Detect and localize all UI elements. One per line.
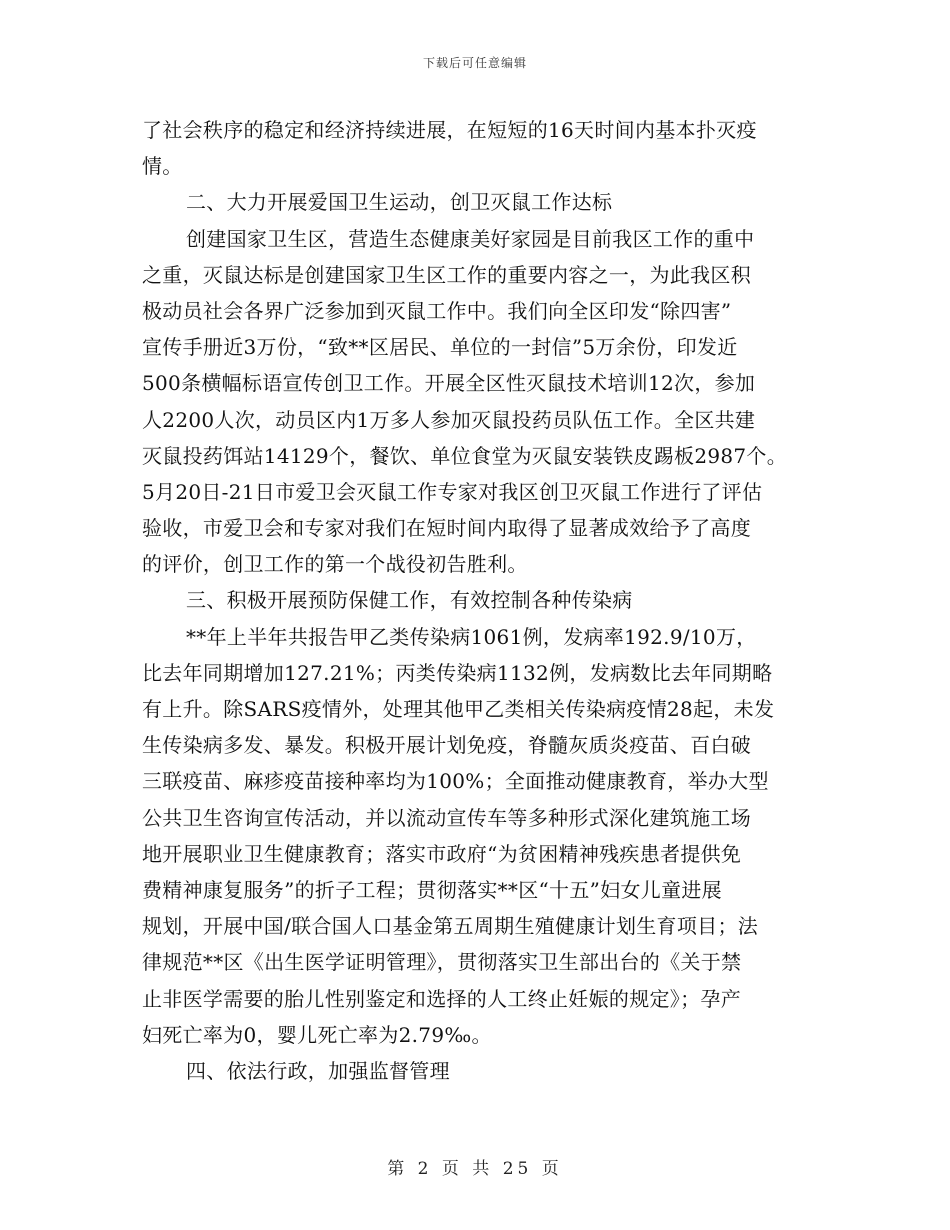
body-line: 情。 bbox=[142, 154, 183, 179]
body-line: 500条横幅标语宣传创卫工作。开展全区性灭鼠技术培训12次，参加 bbox=[142, 371, 756, 396]
body-line: 三联疫苗、麻疹疫苗接种率均为100%；全面推动健康教育，举办大型 bbox=[142, 769, 769, 794]
section-heading: 二、大力开展爱国卫生运动，创卫灭鼠工作达标 bbox=[186, 190, 613, 215]
body-line: 规划，开展中国/联合国人口基金第五周期生殖健康计划生育项目；法 bbox=[142, 914, 759, 939]
body-line: 止非医学需要的胎儿性别鉴定和选择的人工终止妊娠的规定》；孕产 bbox=[142, 986, 741, 1011]
body-line: 比去年同期增加127.21%；丙类传染病1132例，发病数比去年同期略 bbox=[142, 660, 773, 685]
page-header: 下载后可任意编辑 bbox=[422, 56, 527, 70]
body-line: 人2200人次，动员区内1万多人参加灭鼠投药员队伍工作。全区共建 bbox=[142, 407, 756, 432]
body-line: 验收，市爱卫会和专家对我们在短时间内取得了显著成效给予了高度 bbox=[142, 516, 751, 541]
body-line: 宣传手册近3万份，“致**区居民、单位的一封信”5万余份，印发近 bbox=[142, 335, 738, 360]
body-line: 有上升。除SARS疫情外，处理其他甲乙类相关传染病疫情28起，未发 bbox=[142, 697, 775, 721]
body-line: 之重，灭鼠达标是创建国家卫生区工作的重要内容之一，为此我区积 bbox=[142, 262, 751, 287]
body-line: 的评价，创卫工作的第一个战役初告胜利。 bbox=[142, 552, 528, 577]
body-line: 妇死亡率为0，婴儿死亡率为2.79‰。 bbox=[142, 1022, 492, 1047]
body-line: 灭鼠投药饵站14129个，餐饮、单位食堂为灭鼠安装铁皮踢板2987个。 bbox=[142, 443, 788, 468]
body-line: 费精神康复服务”的折子工程；贯彻落实**区“十五”妇女儿童进展 bbox=[142, 877, 722, 902]
section-heading: 四、依法行政，加强监督管理 bbox=[186, 1058, 450, 1083]
body-line: 了社会秩序的稳定和经济持续进展，在短短的16天时间内基本扑灭疫 bbox=[142, 118, 757, 142]
paragraph-start: **年上半年共报告甲乙类传染病1061例，发病率192.9/10万， bbox=[186, 624, 757, 649]
body-line: 律规范**区《出生医学证明管理》，贯彻落实卫生部出台的《关于禁 bbox=[142, 950, 742, 975]
body-line: 地开展职业卫生健康教育；落实市政府“为贫困精神残疾患者提供免 bbox=[142, 841, 742, 866]
page-footer: 第 2 页 共 25 页 bbox=[387, 1159, 563, 1179]
body-line: 公共卫生咨询宣传活动，并以流动宣传车等多种形式深化建筑施工场 bbox=[142, 805, 751, 830]
body-line: 极动员社会各界广泛参加到灭鼠工作中。我们向全区印发“除四害” bbox=[142, 298, 732, 323]
body-line: 5月20日-21日市爱卫会灭鼠工作专家对我区创卫灭鼠工作进行了评估 bbox=[142, 479, 763, 504]
body-line: 生传染病多发、暴发。积极开展计划免疫，脊髓灰质炎疫苗、百白破 bbox=[142, 733, 751, 758]
section-heading: 三、积极开展预防保健工作，有效控制各种传染病 bbox=[186, 588, 633, 613]
paragraph-start: 创建国家卫生区，营造生态健康美好家园是目前我区工作的重中 bbox=[186, 226, 755, 251]
document-body bbox=[142, 112, 814, 1089]
